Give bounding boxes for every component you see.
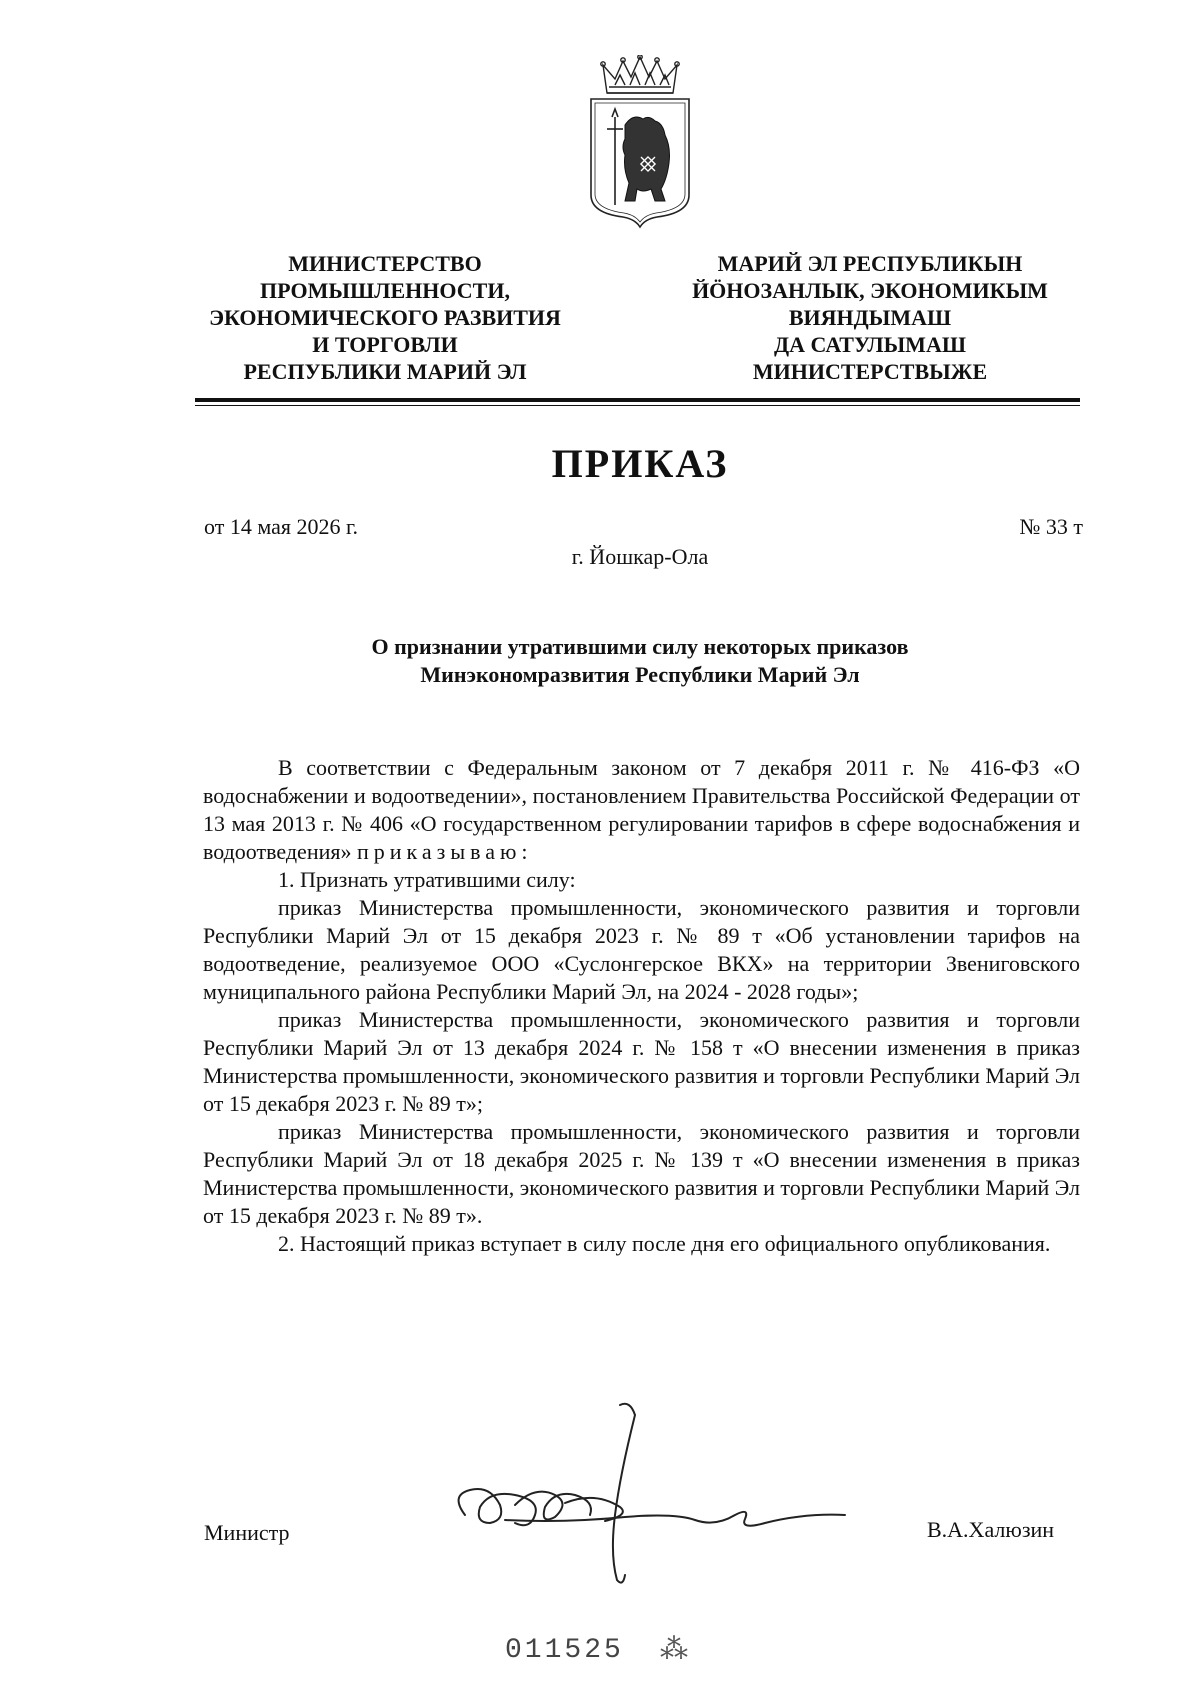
document-date: от 14 мая 2026 г. <box>204 514 359 539</box>
serial-number: 011525 <box>505 1635 624 1666</box>
subject-line: Минэкономразвития Республики Марий Эл <box>420 662 860 687</box>
ministry-name-line: МИНИСТЕРСТВЫЖЕ <box>752 359 988 384</box>
header-divider-thick <box>195 398 1080 402</box>
order-word: приказываю: <box>356 839 533 864</box>
document-city: г. Йошкар-Ола <box>571 544 709 569</box>
signatory-position: Министр <box>204 1520 290 1545</box>
asterism-mark: ⁂ <box>660 1634 688 1665</box>
ministry-name-line: МИНИСТЕРСТВО <box>288 251 482 276</box>
ministry-name-line: ПРОМЫШЛЕННОСТИ, <box>260 278 510 303</box>
ministry-name-line: И ТОРГОВЛИ <box>312 332 458 357</box>
body-paragraph: 2. Настоящий приказ вступает в силу после дня его официального опубликования. <box>278 1231 1051 1256</box>
ministry-name-line: РЕСПУБЛИКИ МАРИЙ ЭЛ <box>243 359 527 384</box>
ministry-name-line: ЙÖНОЗАНЛЫК, ЭКОНОМИКЫМ <box>692 278 1048 303</box>
header-divider-thin <box>195 405 1080 406</box>
document-body <box>203 754 1080 1258</box>
preamble-text: В соответствии с Федеральным законом от 7 декабря 2011 г. № 416-ФЗ «О водоснабжении и водоотведении», постановлением Правительства Российской Федерации от 13 мая 2013 г. № 406 «О государственном регулировании тарифов в сфере водоснабжения и водоотведения» <box>203 755 1080 864</box>
subject-line: О признании утратившими силу некоторых приказов <box>371 634 909 659</box>
ministry-name-russian <box>180 250 590 385</box>
ministry-name-line: ЭКОНОМИЧЕСКОГО РАЗВИТИЯ <box>209 305 561 330</box>
body-paragraph: приказ Министерства промышленности, экономического развития и торговли Республики Марий Эл от 15 декабря 2023 г. № 89 т «Об установлении тарифов на водоотведение, реализуемое ООО «Суслонгерское ВКХ» на территории Звениговского муниципального района Республики Марий Эл, на 2024 - 2028 годы»; <box>203 895 1080 1004</box>
signatory-name: В.А.Халюзин <box>927 1517 1055 1542</box>
ministry-name-mari <box>650 250 1090 385</box>
document-subject <box>200 633 1080 689</box>
ministry-name-line: ДА САТУЛЫМАШ <box>774 332 966 357</box>
body-paragraph: приказ Министерства промышленности, экономического развития и торговли Республики Марий Эл от 13 декабря 2024 г. № 158 т «О внесении изменения в приказ Министерства промышленности, экономического развития и торговли Республики Марий Эл от 15 декабря 2023 г. № 89 т»; <box>203 1007 1081 1116</box>
ministry-name-line: МАРИЙ ЭЛ РЕСПУБЛИКЫН <box>717 251 1023 276</box>
body-paragraph <box>203 754 1080 866</box>
body-paragraph: приказ Министерства промышленности, экономического развития и торговли Республики Марий Эл от 18 декабря 2025 г. № 139 т «О внесении изменения в приказ Министерства промышленности, экономического развития и торговли Республики Марий Эл от 15 декабря 2023 г. № 89 т». <box>203 1119 1081 1228</box>
body-paragraph: 1. Признать утратившими силу: <box>278 867 576 892</box>
coat-of-arms-emblem <box>585 55 695 230</box>
document-title: ПРИКАЗ <box>551 441 729 486</box>
handwritten-signature <box>445 1395 865 1595</box>
ministry-name-line: ВИЯНДЫМАШ <box>788 305 952 330</box>
document-number: № 33 т <box>1019 514 1083 539</box>
